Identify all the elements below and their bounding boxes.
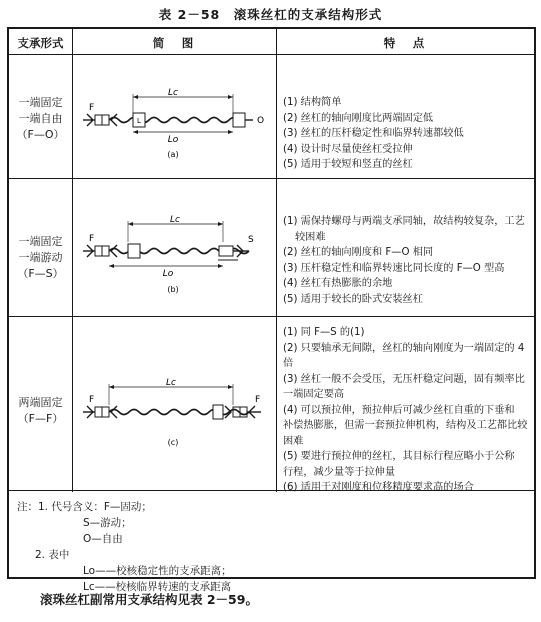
features-ff: (1) 同 F—S 的(1) (2) 只要轴承无间隙，丝杠的轴向刚度为一端固定的 4 倍 (3) 丝杠一般不会受压，无压杆稳定问题，固有频率比 一端固定要高 (4) 可以预拉伸，预拉伸后可减少丝杠自重的下垂和 补偿热膨胀，但需一套预拉伸机构，结构及工艺都比较困难 (5) 要进行预拉伸的丝杠，其目标行程应略小于公称 行程，减少量等于拉伸量 (6) 适用于对刚度和位移精度要求高的场合 — [283, 327, 528, 493]
row-divider-2 — [9, 316, 534, 317]
header-divider — [9, 54, 534, 55]
fixed-support-icon — [83, 245, 117, 257]
support-structure-table — [7, 27, 536, 593]
diagram-fs — [73, 214, 273, 304]
table-notes: 注：1. 代号含义：F—固动； S—游动； O—自由 2. 表中 Lo——校核稳定性的支承距离； Lc——校核临界转速的支承距离 — [17, 501, 232, 593]
svg-text:F: F — [89, 395, 95, 405]
form-fs: 一端固定 一端游动 （F—S） — [17, 235, 64, 280]
features-fs: (1) 需保持螺母与两端支承同轴，故结构较复杂，工艺 较困难 (2) 丝杠的轴向刚度和 F—O 相同 (3) 压杆稳定性和临界转速比同长度的 F—O 型高 (4) 丝杠有热膨胀的余地 (5) 适用于较长的卧式安装丝杠 — [283, 216, 525, 305]
diagram-fo — [73, 85, 273, 165]
caption-a: (a) — [167, 150, 179, 159]
fig-label-lo: Lo — [167, 135, 179, 145]
col-divider-2 — [276, 29, 277, 492]
header-figure: 简 图 — [152, 36, 197, 50]
diagram-ff — [73, 377, 273, 457]
svg-text:F: F — [255, 395, 261, 405]
fixed-support-icon — [83, 114, 117, 126]
svg-text:S: S — [248, 235, 254, 245]
row-divider-1 — [9, 178, 534, 179]
svg-text:L: L — [137, 117, 141, 125]
footer-text: 滚珠丝杠副常用支承结构见表 2－59。 — [40, 592, 258, 607]
svg-text:F: F — [89, 234, 95, 244]
svg-text:Lc: Lc — [170, 215, 180, 225]
form-fo: 一端固定 一端自由 （F—O） — [16, 96, 65, 141]
caption-b: (b) — [167, 285, 179, 294]
lead-screw — [109, 118, 239, 123]
header-form: 支承形式 — [17, 36, 64, 50]
svg-text:Lc: Lc — [166, 378, 176, 388]
svg-text:Lo: Lo — [162, 269, 174, 279]
form-ff: 两端固定 （F—F） — [17, 396, 64, 425]
sliding-support-icon — [218, 245, 249, 260]
fixed-support-icon — [225, 406, 261, 418]
caption-c: (c) — [167, 438, 179, 447]
fixed-support-icon — [83, 406, 117, 418]
svg-text:F: F — [89, 103, 95, 113]
header-features: 特 点 — [383, 36, 428, 50]
features-fo: (1) 结构简单 (2) 丝杠的轴向刚度比两端固定低 (3) 丝杠的压杆稳定性和临界转速都较低 (4) 设计时尽量使丝杠受拉伸 (5) 适用于较短和竖直的丝杠 — [283, 97, 464, 170]
bearing — [233, 113, 245, 127]
table-title: 表 2－58 滚珠丝杠的支承结构形式 — [158, 7, 383, 22]
svg-text:O: O — [257, 116, 265, 126]
fig-label-lc: Lc — [168, 88, 178, 98]
